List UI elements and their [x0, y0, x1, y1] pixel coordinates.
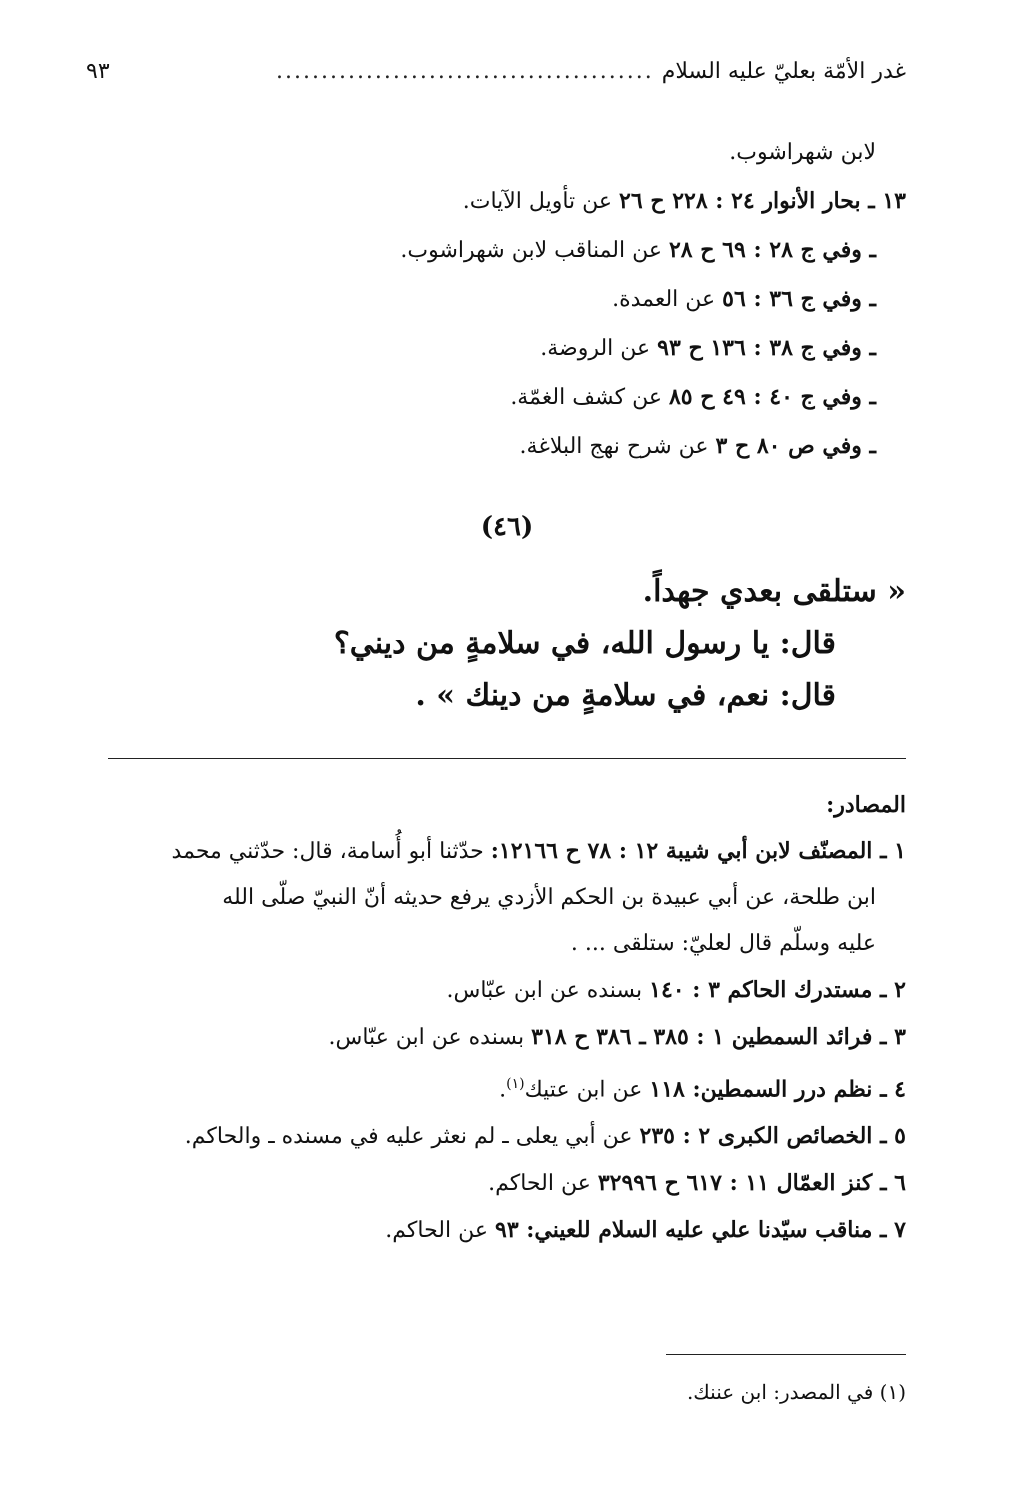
references-continuation — [80, 128, 906, 471]
source-item: ٤ ـ نظم درر السمطين: ١١٨ عن ابن عتيك$^{(١)}$. — [499, 1076, 906, 1103]
footnote: (١) في المصدر: ابن عننك. — [686, 1380, 906, 1404]
hadith-line: قال: يا رسول الله، في سلامةٍ من ديني؟ — [333, 626, 836, 661]
reference-line: ـ وفي ص ٨٠ ح ٣ عن شرح نهج البلاغة. — [519, 433, 876, 459]
hadith-text — [80, 566, 906, 722]
reference-line: لابن شهراشوب. — [729, 140, 876, 165]
footnote-divider — [666, 1354, 906, 1355]
reference-line: ـ وفي ج ٣٦ : ٥٦ عن العمدة. — [612, 286, 876, 312]
running-title: غدر الأمّة بعليّ عليه السلام — [661, 59, 906, 84]
section-divider — [108, 758, 906, 759]
source-item: ٢ ـ مستدرك الحاكم ٣ : ١٤٠ بسنده عن ابن عبّاس. — [446, 977, 906, 1003]
reference-line: ١٣ ـ بحار الأنوار ٢٤ : ٢٢٨ ح ٢٦ عن تأويل الآيات. — [462, 188, 906, 214]
hadith-line: قال: نعم، في سلامةٍ من دينك » . — [415, 678, 836, 713]
page-number: ٩٣ — [86, 59, 110, 84]
source-item: ٦ ـ كنز العمّال ١١ : ٦١٧ ح ٣٢٩٩٦ عن الحاكم. — [488, 1170, 906, 1197]
source-item: ٧ ـ مناقب سيّدنا علي عليه السلام للعيني: ٩٣ عن الحاكم. — [385, 1217, 906, 1244]
hadith-number: (٤٦) — [480, 512, 534, 542]
footnote-marker[interactable]: (١) — [506, 1076, 525, 1092]
reference-line: ـ وفي ج ٤٠ : ٤٩ ح ٨٥ عن كشف الغمّة. — [510, 384, 876, 410]
reference-line: ـ وفي ج ٣٨ : ١٣٦ ح ٩٣ عن الروضة. — [540, 335, 876, 361]
sources-heading: المصادر: — [826, 792, 906, 818]
sources-section — [104, 782, 906, 1254]
running-header — [86, 52, 906, 92]
source-item: ١ ـ المصنّف لابن أبي شيبة ١٢ : ٧٨ ح ١٢١٦٦: حدّثنا أبو أُسامة، قال: حدّثني محمد ابن طلحة، عن أبي عبيدة بن الحكم الأزدي يرفع حديثه أنّ النبيّ صلّى الله عليه وسلّم قال لعليّ: ستلقى ... . — [171, 838, 906, 956]
source-item: ٣ ـ فرائد السمطين ١ : ٣٨٥ ـ ٣٨٦ ح ٣١٨ بسنده عن ابن عبّاس. — [328, 1024, 906, 1050]
source-item: ٥ ـ الخصائص الكبرى ٢ : ٢٣٥ عن أبي يعلى ـ لم نعثر عليه في مسنده ـ والحاكم. — [184, 1123, 906, 1150]
reference-line: ـ وفي ج ٢٨ : ٦٩ ح ٢٨ عن المناقب لابن شهراشوب. — [400, 237, 876, 263]
dot-leader: .......................................... — [276, 59, 654, 84]
hadith-line: « ستلقى بعدي جهداً. — [642, 574, 906, 609]
